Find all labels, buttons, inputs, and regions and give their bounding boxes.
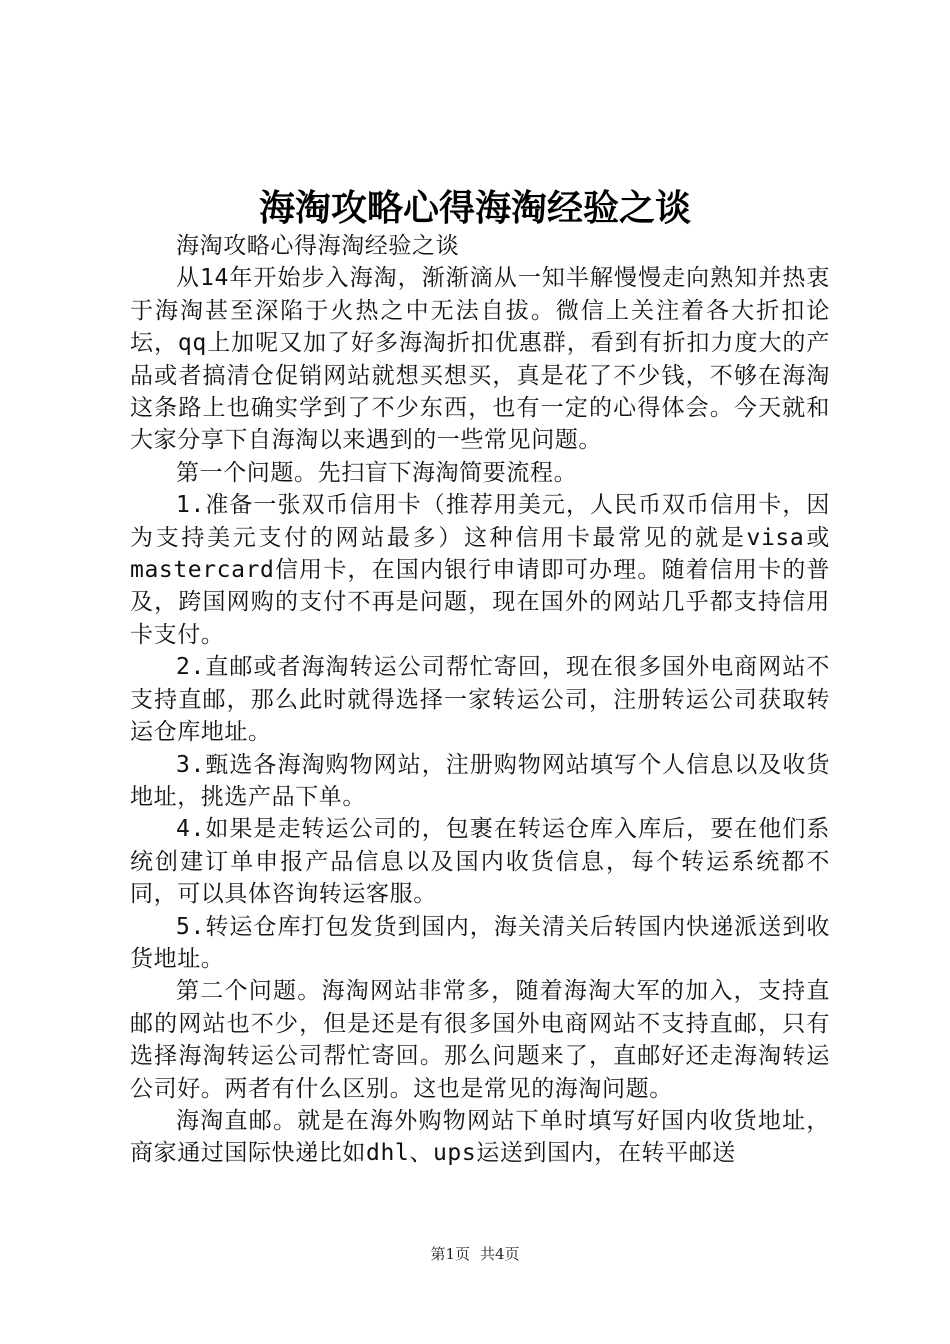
paragraph-step-5: 5.转运仓库打包发货到国内，海关清关后转国内快递派送到收货地址。 bbox=[130, 913, 830, 972]
page-total: 共4页 bbox=[480, 1245, 520, 1263]
paragraph-step-1: 1.准备一张双币信用卡（推荐用美元，人民币双币信用卡，因为支持美元支付的网站最多）这种信用卡最常见的就是visa或mastercard信用卡，在国内银行申请即可办理。随着信用卡的普及，跨国网购的支付不再是问题，现在国外的网站几乎都支持信用卡支付。 bbox=[130, 492, 830, 648]
paragraph-subtitle: 海淘攻略心得海淘经验之谈 bbox=[176, 233, 460, 259]
paragraph-intro: 从14年开始步入海淘，渐渐滴从一知半解慢慢走向熟知并热衷于海淘甚至深陷于火热之中无法自拔。微信上关注着各大折扣论坛，qq上加呢又加了好多海淘折扣优惠群，看到有折扣力度大的产品或者搞清仓促销网站就想买想买，真是花了不少钱，不够在海淘这条路上也确实学到了不少东西，也有一定的心得体会。今天就和大家分享下自海淘以来遇到的一些常见问题。 bbox=[130, 265, 830, 454]
page-footer bbox=[0, 1244, 950, 1264]
paragraph-question-2: 第二个问题。海淘网站非常多，随着海淘大军的加入，支持直邮的网站也不少，但是还是有很多国外电商网站不支持直邮，只有选择海淘转运公司帮忙寄回。那么问题来了，直邮好还走海淘转运公司好。两者有什么区别。这也是常见的海淘问题。 bbox=[130, 978, 830, 1102]
paragraph-question-1: 第一个问题。先扫盲下海淘简要流程。 bbox=[176, 459, 578, 486]
paragraph-step-3: 3.甄选各海淘购物网站，注册购物网站填写个人信息以及收货地址，挑选产品下单。 bbox=[130, 751, 830, 810]
page-number: 第1页 bbox=[430, 1245, 470, 1263]
document-title: 海淘攻略心得海淘经验之谈 bbox=[258, 187, 691, 229]
paragraph-step-2: 2.直邮或者海淘转运公司帮忙寄回，现在很多国外电商网站不支持直邮，那么此时就得选择一家转运公司，注册转运公司获取转运仓库地址。 bbox=[130, 654, 830, 746]
paragraph-direct-mail: 海淘直邮。就是在海外购物网站下单时填写好国内收货地址，商家通过国际快递比如dhl、ups运送到国内，在转平邮送 bbox=[130, 1107, 830, 1167]
document-body bbox=[130, 230, 830, 1170]
paragraph-step-4: 4.如果是走转运公司的，包裹在转运仓库入库后，要在他们系统创建订单申报产品信息以及国内收货信息，每个转运系统都不同，可以具体咨询转运客服。 bbox=[130, 816, 830, 908]
